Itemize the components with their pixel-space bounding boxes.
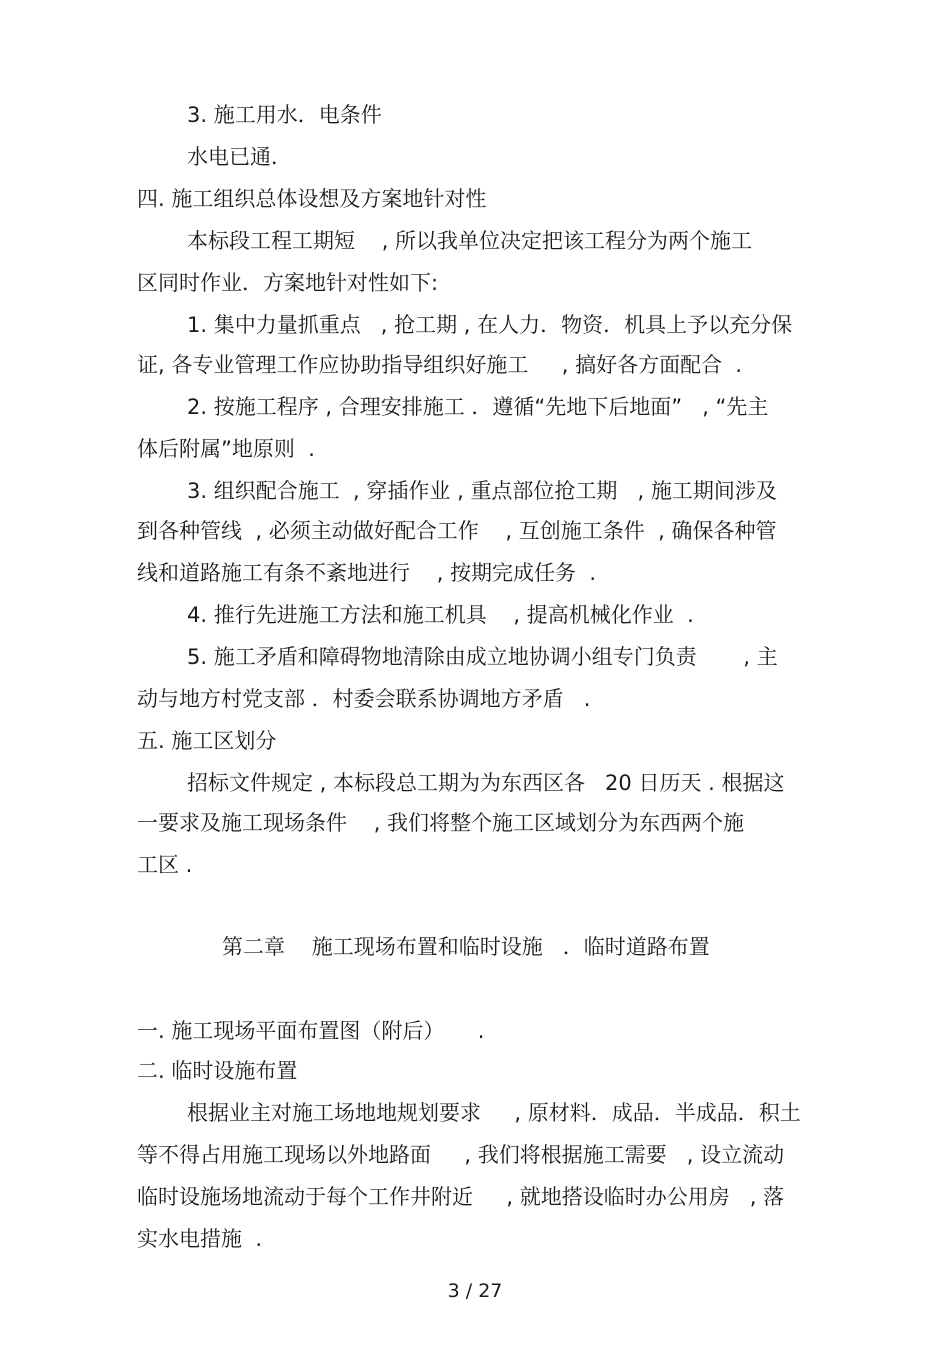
text-line: 到各种管线 , 必须主动做好配合工作 , 互创施工条件 , 确保各种管 <box>137 519 777 543</box>
text-line: 等不得占用施工现场以外地路面 , 我们将根据施工需要 , 设立流动 <box>137 1143 785 1167</box>
chapter-heading: 第二章 施工现场布置和临时设施 ．临时道路布置 <box>222 935 710 959</box>
text-line: 4. 推行先进施工方法和施工机具 , 提高机械化作业 . <box>187 603 694 627</box>
text-line: 一要求及施工现场条件 , 我们将整个施工区域划分为东西两个施 <box>137 811 745 835</box>
text-line: 2. 按施工程序 , 合理安排施工 ．遵循“先地下后地面” , “先主 <box>187 395 769 419</box>
text-line: 区同时作业．方案地针对性如下: <box>137 271 439 295</box>
text-line: 5. 施工矛盾和障碍物地清除由成立地协调小组专门负责 , 主 <box>187 645 778 669</box>
text-line: 临时设施场地流动于每个工作井附近 , 就地搭设临时办公用房 , 落 <box>137 1185 785 1209</box>
text-line: 3. 施工用水．电条件 <box>187 103 382 127</box>
text-line: 线和道路施工有条不紊地进行 , 按期完成任务 . <box>137 561 597 585</box>
text-line: 工区 . <box>137 853 193 877</box>
section-heading: 一. 施工现场平面布置图（附后） . <box>137 1019 485 1043</box>
section-heading: 二. 临时设施布置 <box>137 1059 298 1083</box>
text-line: 实水电措施 . <box>137 1227 263 1251</box>
text-line: 3. 组织配合施工 , 穿插作业 , 重点部位抢工期 , 施工期间涉及 <box>187 479 777 503</box>
text-line: 根据业主对施工场地地规划要求 , 原材料．成品．半成品．积土 <box>187 1101 801 1125</box>
text-line: 体后附属”地原则 . <box>137 437 315 461</box>
text-line: 水电已通． <box>187 145 292 169</box>
section-heading: 四. 施工组织总体设想及方案地针对性 <box>137 187 487 211</box>
text-line: 1. 集中力量抓重点 , 抢工期 , 在人力．物资．机具上予以充分保 <box>187 313 793 337</box>
page-number: 3 / 27 <box>447 1280 503 1302</box>
text-line: 招标文件规定 , 本标段总工期为为东西区各 20 日历天 . 根据这 <box>187 771 785 795</box>
section-heading: 五. 施工区划分 <box>137 729 277 753</box>
text-line: 动与地方村党支部 ．村委会联系协调地方矛盾 . <box>137 687 591 711</box>
text-line: 本标段工程工期短 , 所以我单位决定把该工程分为两个施工 <box>187 229 753 253</box>
text-line: 证, 各专业管理工作应协助指导组织好施工 , 搞好各方面配合 . <box>137 353 743 377</box>
